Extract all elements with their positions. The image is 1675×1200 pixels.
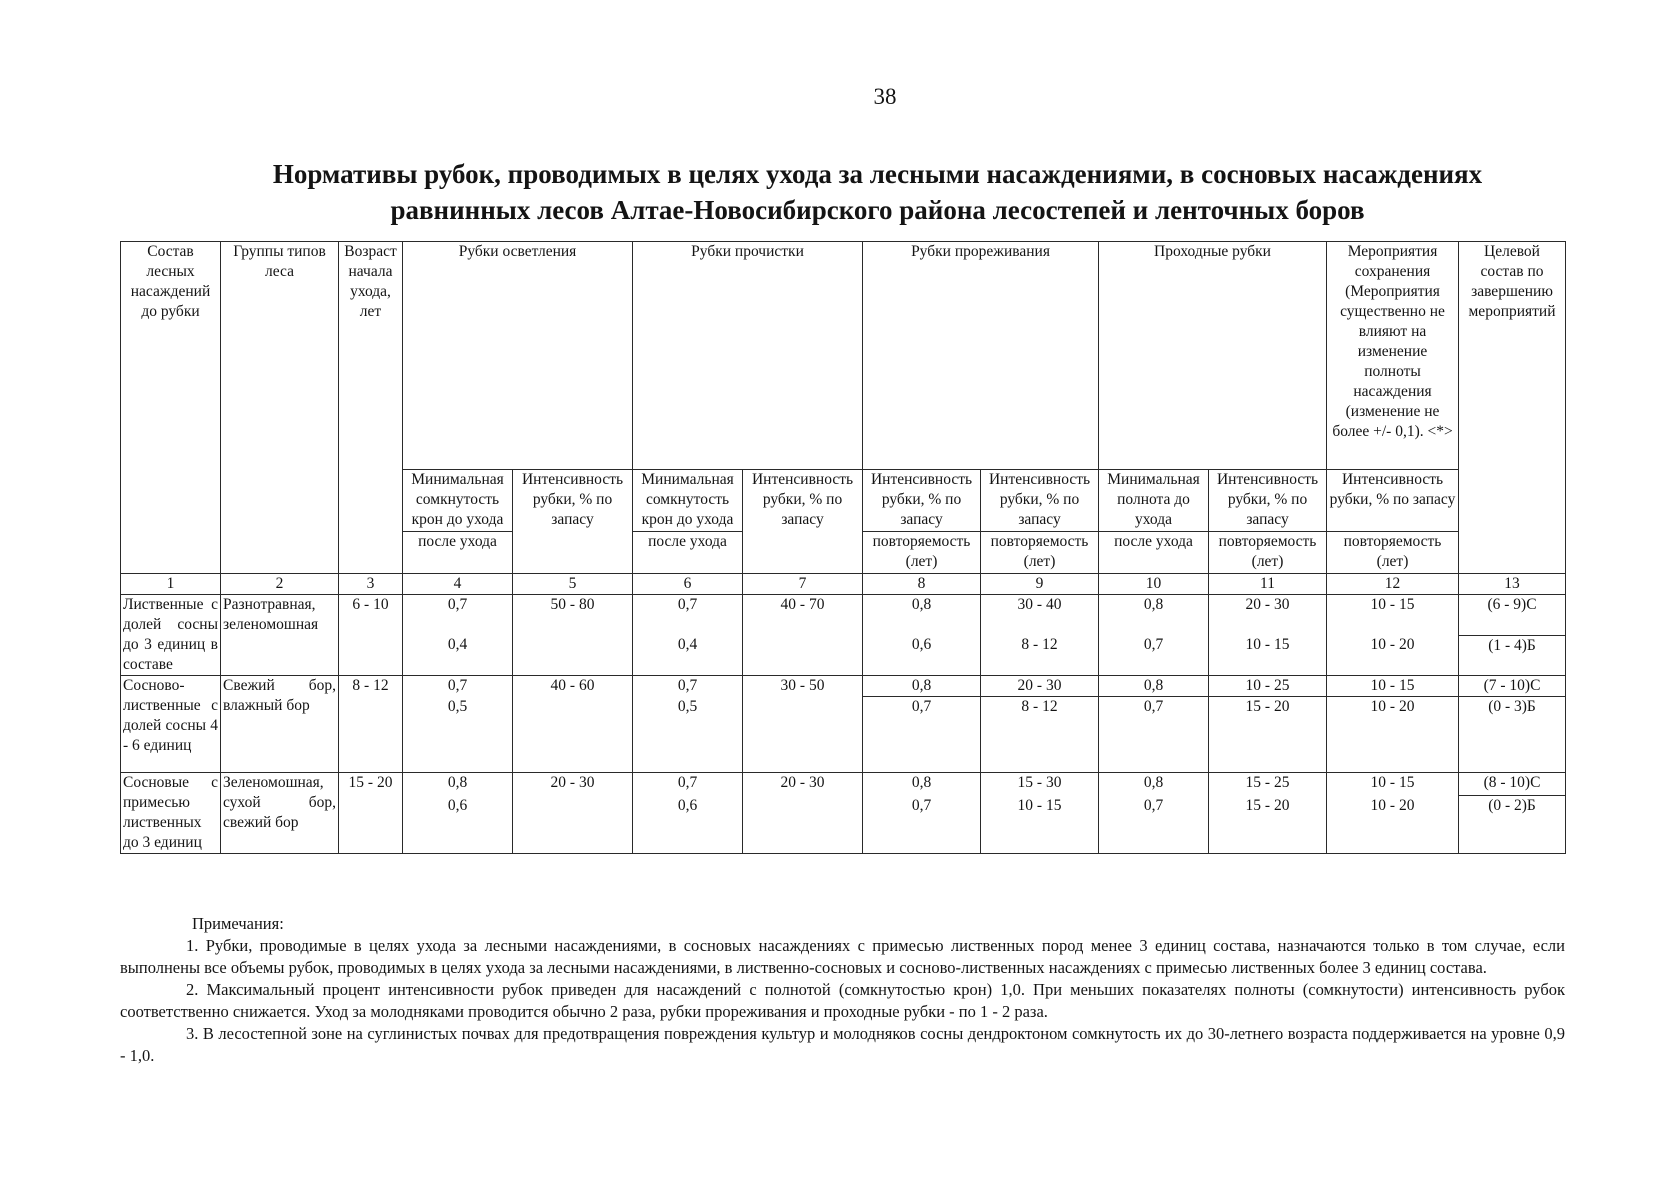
cell-c8: 0,8 [863, 595, 981, 636]
column-number: 11 [1209, 574, 1327, 595]
cell-c5-empty [513, 635, 633, 676]
cell-c10: 0,8 [1099, 773, 1209, 796]
column-number: 4 [403, 574, 513, 595]
cell-c8: 0,7 [863, 697, 981, 773]
header-c12-repeat: повторяемость (лет) [1327, 532, 1459, 574]
cell-c13: (8 - 10)С [1459, 773, 1566, 796]
cell-c4: 0,7 [403, 676, 513, 697]
header-clarification: Рубки осветления [403, 242, 633, 470]
cell-c6: 0,7 [633, 595, 743, 636]
column-number: 3 [339, 574, 403, 595]
column-numbers-row [121, 574, 1566, 595]
norms-table [120, 241, 1566, 854]
table-row [121, 773, 1566, 796]
cell-c9: 15 - 30 [981, 773, 1099, 796]
title-line-1: Нормативы рубок, проводимых в целях ухода за лесными насаждениями, в сосновых насаждениях [272, 159, 1483, 189]
cell-c13: (7 - 10)С [1459, 676, 1566, 697]
cell-c7-empty [743, 697, 863, 773]
header-thinning: Рубки прореживания [863, 242, 1099, 470]
cell-c11: 15 - 25 [1209, 773, 1327, 796]
cell-forest-types: Свежий бор, влажный бор [221, 676, 339, 773]
cell-c13: (6 - 9)С [1459, 595, 1566, 636]
cell-c7-empty [743, 796, 863, 854]
column-number: 2 [221, 574, 339, 595]
cell-c5-empty [513, 796, 633, 854]
cell-c12: 10 - 20 [1327, 635, 1459, 676]
header-c6-after: после ухода [633, 532, 743, 574]
cell-c4: 0,7 [403, 595, 513, 636]
cell-c5-empty [513, 697, 633, 773]
cell-c12: 10 - 20 [1327, 796, 1459, 854]
cell-age: 6 - 10 [339, 595, 403, 636]
cell-c6: 0,7 [633, 676, 743, 697]
cell-c10: 0,7 [1099, 635, 1209, 676]
cell-c9: 8 - 12 [981, 697, 1099, 773]
header-composition: Состав лесных насаждений до рубки [121, 242, 221, 574]
cell-c10: 0,8 [1099, 595, 1209, 636]
cell-age: 8 - 12 [339, 676, 403, 697]
cell-c4: 0,5 [403, 697, 513, 773]
header-c10: Минимальная полнота до ухода [1099, 470, 1209, 532]
cell-c6: 0,5 [633, 697, 743, 773]
column-number: 1 [121, 574, 221, 595]
header-preservation: Мероприятия сохранения (Мероприятия существенно не влияют на изменение полноты насаждения (изменение не более +/- 0,1). <*> [1327, 242, 1459, 470]
notes-section [120, 913, 1565, 1067]
cell-c10: 0,8 [1099, 676, 1209, 697]
document-title [240, 156, 1515, 228]
cell-c12: 10 - 15 [1327, 595, 1459, 636]
cell-age-empty [339, 697, 403, 773]
cell-c13: (0 - 3)Б [1459, 697, 1566, 773]
cell-c5: 50 - 80 [513, 595, 633, 636]
cell-c7: 20 - 30 [743, 773, 863, 796]
cell-c11: 15 - 20 [1209, 796, 1327, 854]
column-number: 12 [1327, 574, 1459, 595]
cell-c11: 10 - 25 [1209, 676, 1327, 697]
cell-c4: 0,8 [403, 773, 513, 796]
header-c7: Интенсивность рубки, % по запасу [743, 470, 863, 574]
header-c6: Минимальная сомкнутость крон до ухода [633, 470, 743, 532]
cell-c11: 10 - 15 [1209, 635, 1327, 676]
note-item: 3. В лесостепной зоне на суглинистых почвах для предотвращения повреждения культур и молодняков сосны дендроктоном сомкнутость их до 30-летнего возраста поддерживается на уровне 0,9 - 1,0. [120, 1024, 1565, 1065]
note-item: 2. Максимальный процент интенсивности рубок приведен для насаждений с полнотой (сомкнутостью крон) 1,0. При меньших показателях полноты (сомкнутости) интенсивность рубок соответственно снижается. Уход за молодняками проводится обычно 2 раза, рубки прореживания и проходные рубки - по 1 - 2 раза. [120, 980, 1565, 1021]
note-item: 1. Рубки, проводимые в целях ухода за лесными насаждениями, в сосновых насаждениях с примесью лиственных пород менее 3 единиц состава, назначаются только в том случае, если выполнены все объемы рубок, проводимых в целях ухода за лесными насаждениями, в лиственно-сосновых и сосново-лиственных насаждениях с примесью лиственных более 3 единиц состава. [120, 936, 1565, 977]
cell-age-empty [339, 635, 403, 676]
cell-composition: Сосново-лиственные с долей сосны 4 - 6 единиц [121, 676, 221, 773]
cell-c9: 10 - 15 [981, 796, 1099, 854]
notes-title: Примечания: [192, 914, 284, 933]
header-c12: Интенсивность рубки, % по запасу [1327, 470, 1459, 532]
header-c4: Минимальная сомкнутость крон до ухода [403, 470, 513, 532]
cell-forest-types: Разнотравная, зеленомошная [221, 595, 339, 676]
header-target: Целевой состав по завершению мероприятий [1459, 242, 1566, 574]
header-c10-after: после ухода [1099, 532, 1209, 574]
column-number: 5 [513, 574, 633, 595]
cell-c6: 0,4 [633, 635, 743, 676]
header-row-groups [121, 242, 1566, 470]
cell-c12: 10 - 15 [1327, 773, 1459, 796]
cell-c9: 8 - 12 [981, 635, 1099, 676]
cell-c7-empty [743, 635, 863, 676]
cell-composition: Лиственные с долей сосны до 3 единиц в составе [121, 595, 221, 676]
column-number: 7 [743, 574, 863, 595]
title-line-2: равнинных лесов Алтае-Новосибирского района лесостепей и ленточных боров [390, 195, 1365, 225]
cell-c8: 0,8 [863, 676, 981, 697]
cell-c12: 10 - 20 [1327, 697, 1459, 773]
table-row [121, 595, 1566, 636]
header-c11: Интенсивность рубки, % по запасу [1209, 470, 1327, 532]
header-passage: Проходные рубки [1099, 242, 1327, 470]
column-number: 9 [981, 574, 1099, 595]
cell-c4: 0,4 [403, 635, 513, 676]
cell-c4: 0,6 [403, 796, 513, 854]
cell-c13: (0 - 2)Б [1459, 796, 1566, 854]
header-start-age: Возраст начала ухода, лет [339, 242, 403, 574]
cell-c10: 0,7 [1099, 697, 1209, 773]
cell-composition: Сосновые с примесью лиственных до 3 единиц [121, 773, 221, 854]
header-c8: Интенсивность рубки, % по запасу [863, 470, 981, 532]
cell-c13: (1 - 4)Б [1459, 635, 1566, 676]
column-number: 10 [1099, 574, 1209, 595]
cell-c11: 20 - 30 [1209, 595, 1327, 636]
cell-age: 15 - 20 [339, 773, 403, 796]
header-cleaning: Рубки прочистки [633, 242, 863, 470]
header-forest-types: Группы типов леса [221, 242, 339, 574]
cell-c7: 40 - 70 [743, 595, 863, 636]
cell-c10: 0,7 [1099, 796, 1209, 854]
header-c8-repeat: повторяемость (лет) [863, 532, 981, 574]
header-c5: Интенсивность рубки, % по запасу [513, 470, 633, 574]
cell-c6: 0,6 [633, 796, 743, 854]
column-number: 8 [863, 574, 981, 595]
cell-c9: 30 - 40 [981, 595, 1099, 636]
cell-c12: 10 - 15 [1327, 676, 1459, 697]
header-c9-repeat: повторяемость (лет) [981, 532, 1099, 574]
column-number: 6 [633, 574, 743, 595]
table-row [121, 676, 1566, 697]
cell-c8: 0,8 [863, 773, 981, 796]
header-c11-repeat: повторяемость (лет) [1209, 532, 1327, 574]
cell-c5: 40 - 60 [513, 676, 633, 697]
cell-age-empty [339, 796, 403, 854]
cell-forest-types: Зеленомошная, сухой бор, свежий бор [221, 773, 339, 854]
cell-c8: 0,6 [863, 635, 981, 676]
cell-c9: 20 - 30 [981, 676, 1099, 697]
cell-c11: 15 - 20 [1209, 697, 1327, 773]
cell-c6: 0,7 [633, 773, 743, 796]
header-c4-after: после ухода [403, 532, 513, 574]
cell-c7: 30 - 50 [743, 676, 863, 697]
header-c9: Интенсивность рубки, % по запасу [981, 470, 1099, 532]
column-number: 13 [1459, 574, 1566, 595]
cell-c8: 0,7 [863, 796, 981, 854]
cell-c5: 20 - 30 [513, 773, 633, 796]
page-number: 38 [873, 84, 897, 109]
